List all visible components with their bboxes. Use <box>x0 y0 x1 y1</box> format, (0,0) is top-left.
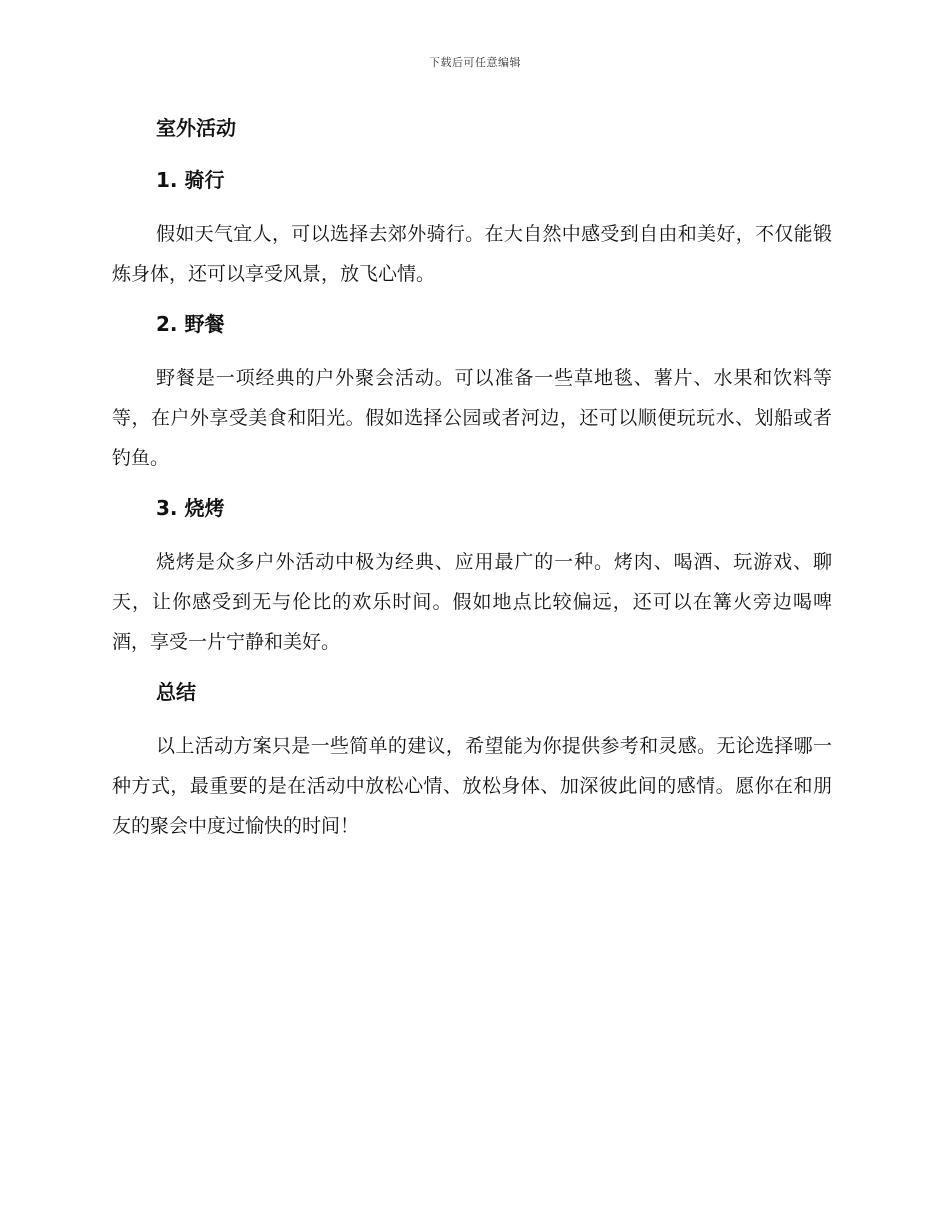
paragraph-picnic: 野餐是一项经典的户外聚会活动。可以准备一些草地毯、薯片、水果和饮料等等，在户外享受美食和阳光。假如选择公园或者河边，还可以顺便玩玩水、划船或者钓鱼。 <box>112 367 832 469</box>
paragraph-bbq: 烧烤是众多户外活动中极为经典、应用最广的一种。烤肉、喝酒、玩游戏、聊天，让你感受到无与伦比的欢乐时间。假如地点比较偏远，还可以在篝火旁边喝啤酒，享受一片宁静和美好。 <box>112 551 832 653</box>
paragraph-cycling: 假如天气宜人，可以选择去郊外骑行。在大自然中感受到自由和美好，不仅能锻炼身体，还可以享受风景，放飞心情。 <box>112 223 832 285</box>
section-heading-picnic: 2. 野餐 <box>156 312 225 336</box>
section-heading-outdoor: 室外活动 <box>156 116 236 140</box>
paragraph-summary: 以上活动方案只是一些简单的建议，希望能为你提供参考和灵感。无论选择哪一种方式，最重要的是在活动中放松心情、放松身体、加深彼此间的感情。愿你在和朋友的聚会中度过愉快的时间！ <box>112 735 832 837</box>
section-heading-summary: 总结 <box>156 680 196 704</box>
section-heading-bbq: 3. 烧烤 <box>156 496 225 520</box>
header-note: 下载后可任意编辑 <box>429 56 521 69</box>
document-body <box>112 110 832 846</box>
section-heading-cycling: 1. 骑行 <box>156 168 225 192</box>
